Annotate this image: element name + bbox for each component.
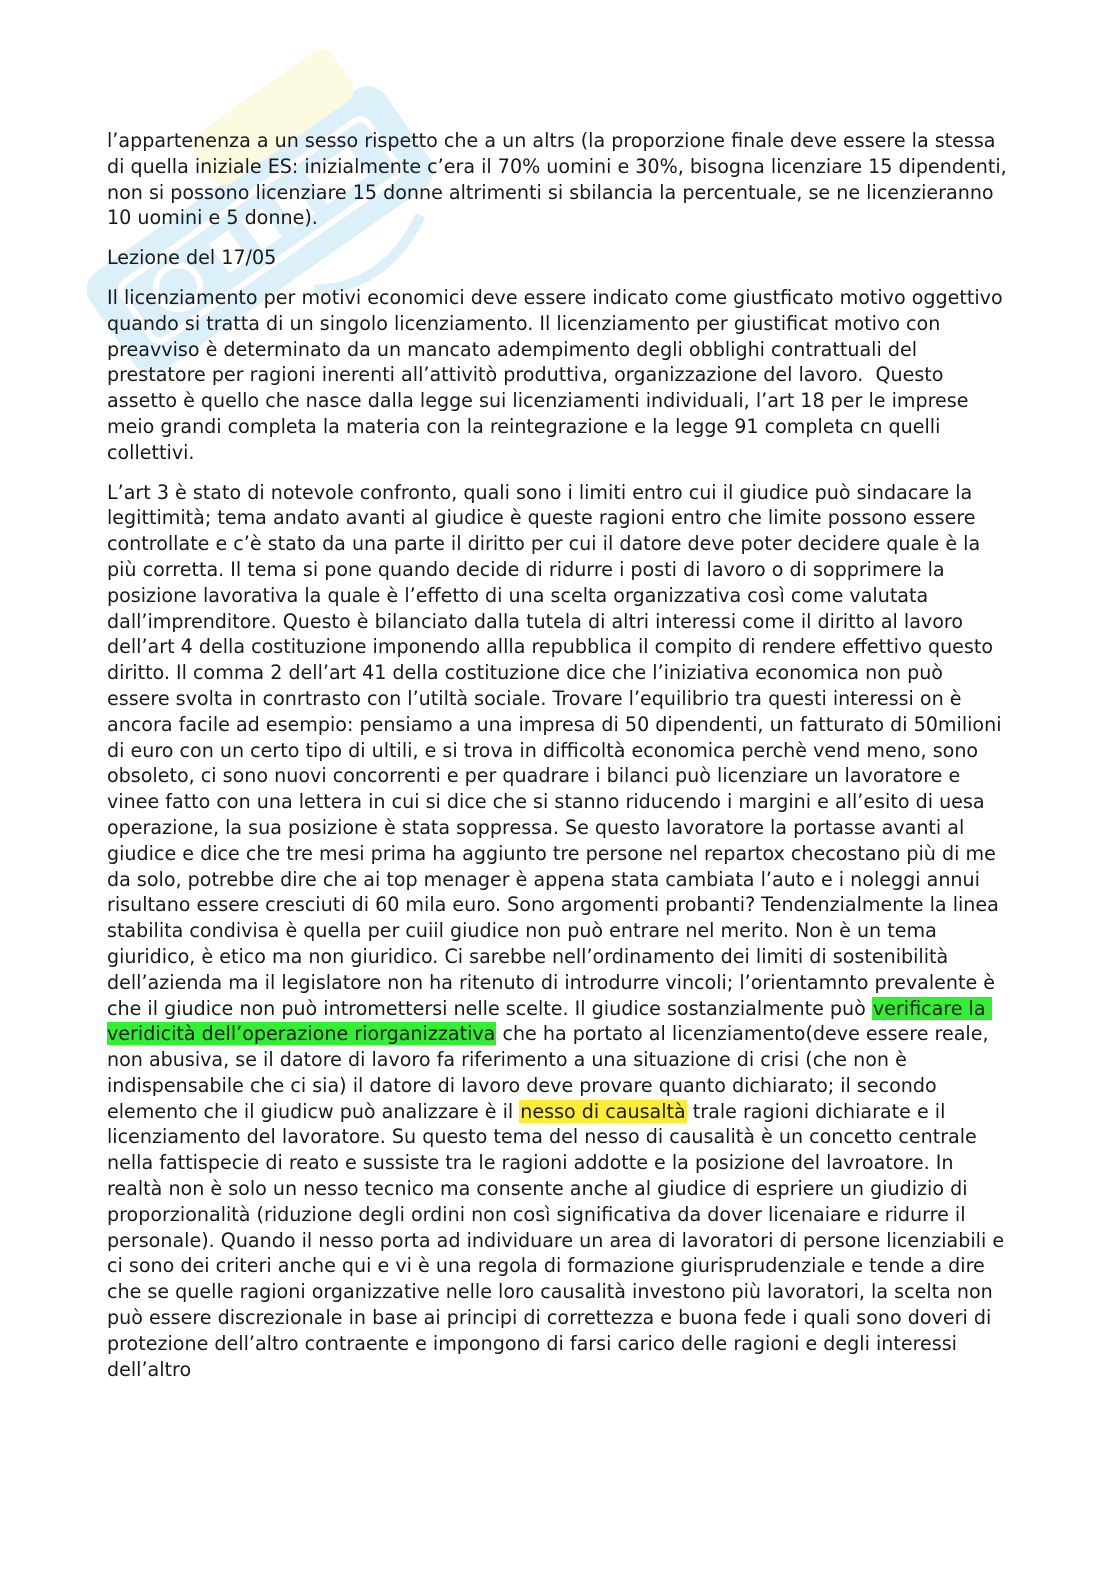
paragraph-intro: l’appartenenza a un sesso rispetto che a un altrs (la proporzione finale deve essere la stessa di quella iniziale ES: inizialmente c’era il 70% uomini e 30%, bisogna licenziare 15 dipendenti, non si possono licenziare 15 donne altrimenti si sbilancia la percentuale, se ne licenzieranno 10 uomini e 5 donne). <box>107 129 1013 230</box>
paragraph-licenziamento: Il licenziamento per motivi economici deve essere indicato come giustficato motivo oggettivo quando si tratta di un singolo licenziamento. Il licenziamento per giustificat motivo con preavviso è determinato da un mancato adempimento degli obblighi contrattuali del prestatore per ragioni inerenti all’attivitò produttiva, organizzazione del lavoro. Questo assetto è quello che nasce dalla legge sui licenziamenti individuali, l’art 18 per le imprese meio grandi completa la materia con la reintegrazione e la legge 91 completa cn quelli collettivi. <box>107 285 1009 464</box>
paragraph-art3 <box>107 480 1011 1383</box>
highlight-verifica-operazione: verificare la veridicità dell’operazione riorganizzativa <box>107 996 992 1046</box>
paragraph-art3-part-c: trale ragioni dichiarate e il licenziamento del lavoratore. Su questo tema del nesso di causalità è un concetto centrale nella fattispecie di reato e sussiste tra le ragioni addotte e la posizione del lavroatore. In realtà non è solo un nesso tecnico ma consente anche al giudice di espriere un giudizio di proporzionalità (riduzione degli ordini non così significativa da dover licenaiare e ridurre il personale). Quando il nesso porta ad individuare un area di lavoratori di persone licenziabili e ci sono dei criteri anche qui e vi è una regola di formazione giurisprudenziale e tende a dire che se quelle ragioni organizzative nelle loro causalità investono più lavoratori, la scelta non può essere discrezionale in base ai principi di correttezza e buona fede i quali sono doveri di protezione dell’altro contraente e impongono di farsi carico delle ragioni e degli interessi dell’altro <box>107 1099 1011 1381</box>
paragraph-art3-part-a: L’art 3 è stato di notevole confronto, quali sono i limiti entro cui il giudice può sindacare la legittimità; tema andato avanti al giudice è queste ragioni entro che limite possono essere controllate e c’è stato da una parte il diritto per cui il datore deve poter decidere quale è la più corretta. Il tema si pone quando decide di ridurre i posti di lavoro o di sopprimere la posizione lavorativa la quale è l’effetto di una scelta organizzativa così come valutata dall’imprenditore. Questo è bilanciato dalla tutela di altri interessi come il diritto al lavoro dell’art 4 della costituzione imponendo allla repubblica il compito di rendere effettivo questo diritto. Il comma 2 dell’art 41 della costituzione dice che l’iniziativa economica non può essere svolta in conrtrasto con l’utiltà sociale. Trovare l’equilibrio tra questi interessi on è ancora facile ad esempio: pensiamo a una impresa di 50 dipendenti, un fatturato di 50milioni di euro con un certo tipo di ultili, e si trova in difficoltà economica perchè vend meno, sono obsoleto, ci sono nuovi concorrenti e per quadrare i bilanci può licenziare un lavoratore e vinee fatto con una lettera in cui si dice che si stanno riducendo i margini e all’esito di uesa operazione, la sua posizione è stata soppressa. Se questo lavoratore la portasse avanti al giudice e dice che tre mesi prima ha aggiunto tre persone nel repartox checostano più di me da solo, potrebbe dire che ai top menager è appena stata cambiata l’auto e i noleggi annui risultano essere cresciuti di 60 mila euro. Sono argomenti probanti? Tendenzialmente la linea stabilita condivisa è quella per cuiil giudice non può entrare nel merito. Non è un tema giuridico, è etico ma non giuridico. Ci sarebbe nell’ordinamento dei limiti di sostenibilità dell’azienda ma il legislatore non ha ritenuto di introdurre vincoli; l’orientamnto prevalente è che il giudice non può intromettersi nelle scelte. Il giudice sostanzialmente può <box>107 480 1008 1020</box>
document-page <box>107 128 1013 1396</box>
paragraph-art3-part-b: che ha portato al licenziamento(deve essere reale, non abusiva, se il datore di lavoro fa riferimento a una situazione di crisi (che non è indispensabile che ci sia) il datore di lavoro deve provare quanto dichiarato; il secondo elemento che il giudicw può analizzare è il <box>107 1022 995 1123</box>
highlight-nesso-causalita: nesso di causaltà <box>520 1099 686 1123</box>
lesson-heading: Lezione del 17/05 <box>107 246 277 270</box>
